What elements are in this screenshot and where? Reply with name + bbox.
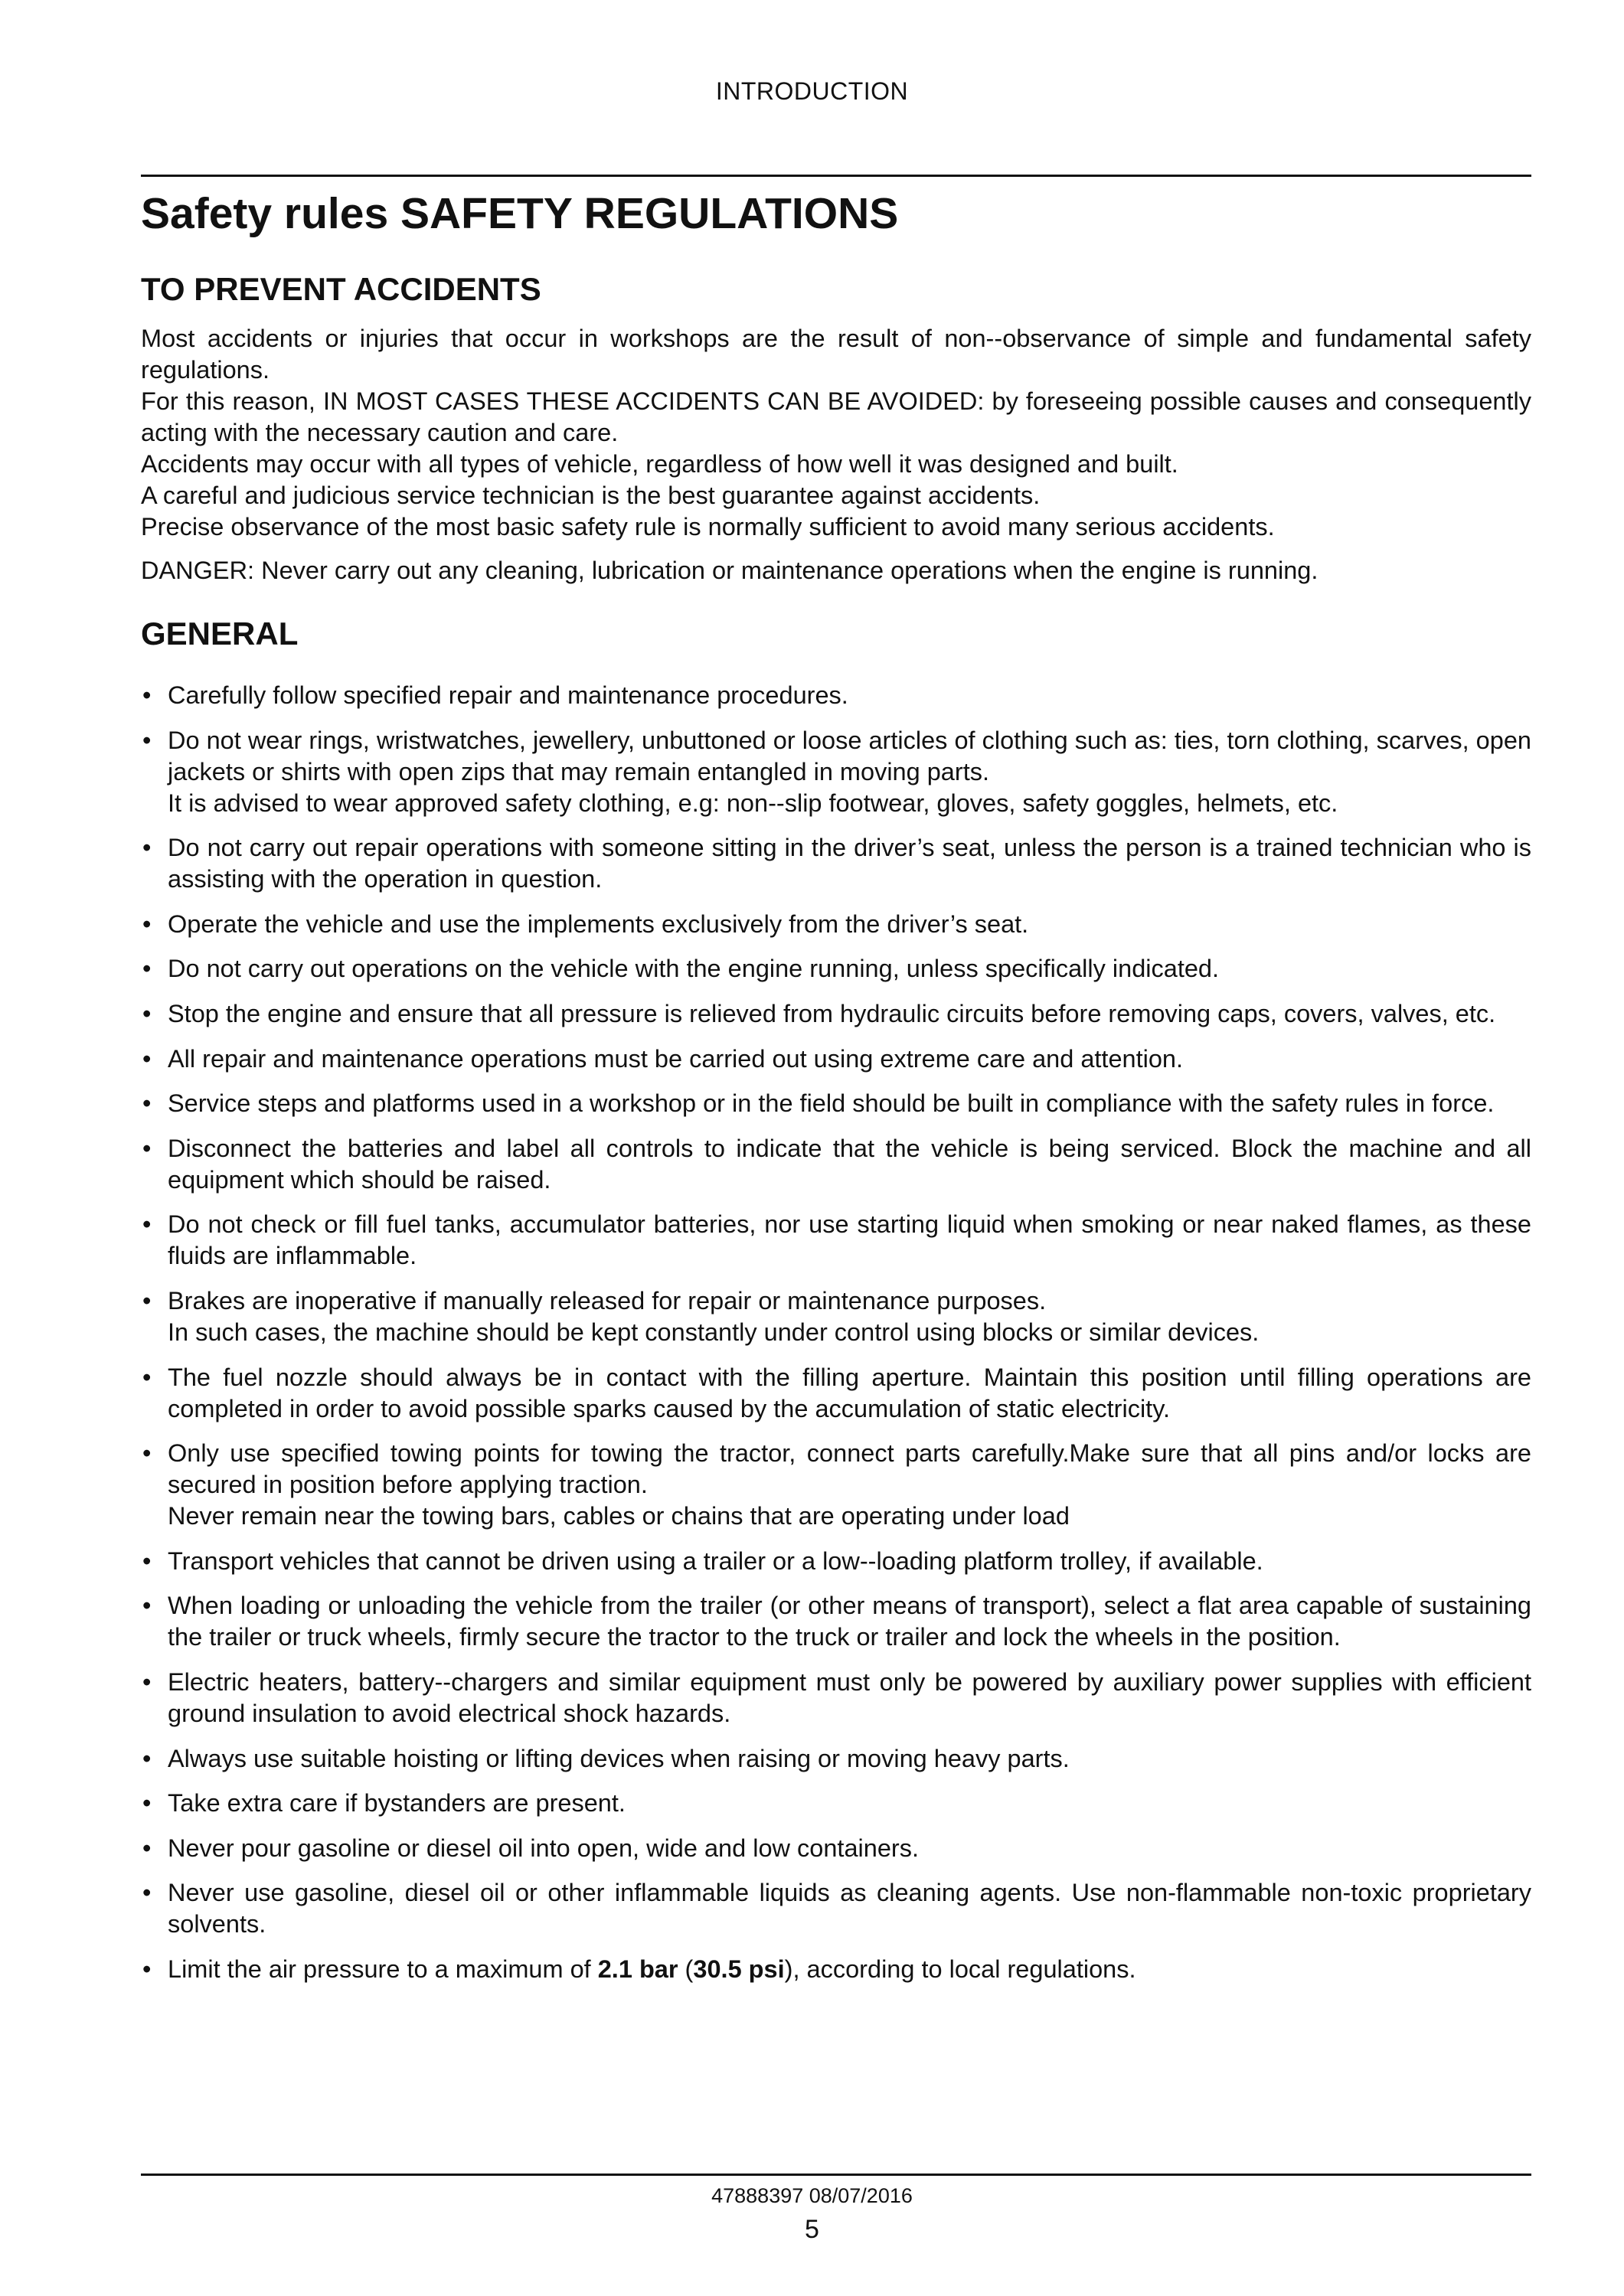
- intro-paragraph: Most accidents or injuries that occur in workshops are the result of non--observance of simple and fundamental safety regulations.: [141, 325, 1531, 384]
- bullet-icon: •: [142, 1546, 152, 1575]
- list-item: [141, 680, 1531, 711]
- section-heading-general: GENERAL: [141, 616, 299, 652]
- intro-paragraph: Precise observance of the most basic safety rule is normally sufficient to avoid many serious accidents.: [141, 513, 1275, 541]
- list-item: [141, 1877, 1531, 1940]
- list-item: [141, 1743, 1531, 1775]
- list-item-text: Never use gasoline, diesel oil or other inflammable liquids as cleaning agents. Use non-flammable non-toxic proprietary solvents.: [168, 1879, 1531, 1938]
- bullet-icon: •: [142, 1439, 152, 1468]
- list-item-text: In such cases, the machine should be kept constantly under control using blocks or similar devices.: [168, 1318, 1260, 1346]
- document-reference: 47888397 08/07/2016: [711, 2184, 913, 2207]
- bullet-icon: •: [142, 910, 152, 938]
- list-item-text: Carefully follow specified repair and maintenance procedures.: [168, 681, 848, 709]
- list-item-text: It is advised to wear approved safety clothing, e.g: non--slip footwear, gloves, safety goggles, helmets, etc.: [168, 789, 1338, 817]
- bullet-icon: •: [142, 1210, 152, 1239]
- general-rules-list: [141, 680, 1531, 1985]
- list-item: [141, 1788, 1531, 1819]
- list-item: [141, 1362, 1531, 1425]
- list-item: [141, 1667, 1531, 1729]
- header-rule: [141, 175, 1531, 177]
- list-item: [141, 832, 1531, 895]
- list-item: [141, 1590, 1531, 1653]
- danger-notice: DANGER: Never carry out any cleaning, lubrication or maintenance operations when the engine is running.: [141, 557, 1318, 584]
- list-item-text: Do not carry out repair operations with someone sitting in the driver’s seat, unless the person is a trained technician who is assisting with the operation in question.: [168, 834, 1531, 893]
- bullet-icon: •: [142, 1789, 152, 1818]
- running-header: INTRODUCTION: [715, 77, 909, 105]
- bullet-icon: •: [142, 1592, 152, 1620]
- list-item: [141, 909, 1531, 940]
- bullet-icon: •: [142, 834, 152, 862]
- list-item: [141, 1043, 1531, 1075]
- bullet-icon: •: [142, 1834, 152, 1862]
- bullet-icon: •: [142, 1134, 152, 1162]
- bullet-icon: •: [142, 1955, 152, 1983]
- pressure-value: 30.5 psi: [693, 1955, 785, 1983]
- list-item-text: Do not carry out operations on the vehicle with the engine running, unless specifically indicated.: [168, 955, 1220, 983]
- list-item-text: When loading or unloading the vehicle from the trailer (or other means of transport), select a flat area capable of sustaining the trailer or truck wheels, firmly secure the tractor to the truck or trailer and lock the wheels in the position.: [168, 1592, 1531, 1651]
- list-item-text: Operate the vehicle and use the implements exclusively from the driver’s seat.: [168, 910, 1029, 938]
- intro-paragraphs: [141, 323, 1531, 543]
- list-item: [141, 1438, 1531, 1532]
- list-item-text: Take extra care if bystanders are present.: [168, 1789, 626, 1818]
- list-item: [141, 998, 1531, 1030]
- list-item-text: Service steps and platforms used in a workshop or in the field should be built in compliance with the safety rules in force.: [168, 1089, 1495, 1118]
- intro-paragraph: A careful and judicious service technician is the best guarantee against accidents.: [141, 482, 1041, 509]
- bullet-icon: •: [142, 1044, 152, 1073]
- page-number: 5: [805, 2215, 819, 2244]
- bullet-icon: •: [142, 1363, 152, 1391]
- list-item: [141, 1133, 1531, 1196]
- list-item-text: All repair and maintenance operations must be carried out using extreme care and attention.: [168, 1044, 1184, 1073]
- list-item-text: Electric heaters, battery--chargers and similar equipment must only be powered by auxiliary power supplies with efficient ground insulation to avoid electrical shock hazards.: [168, 1667, 1531, 1727]
- list-item-text: Always use suitable hoisting or lifting devices when raising or moving heavy parts.: [168, 1744, 1070, 1772]
- bullet-icon: •: [142, 1667, 152, 1696]
- bullet-icon: •: [142, 1744, 152, 1772]
- list-item: [141, 1209, 1531, 1272]
- list-item-text: Limit the air pressure to a maximum of: [168, 1955, 598, 1983]
- footer-rule: [141, 2174, 1531, 2176]
- bullet-icon: •: [142, 955, 152, 983]
- list-item: [141, 1546, 1531, 1577]
- list-item-text: ), according to local regulations.: [784, 1955, 1136, 1983]
- list-item: [141, 1833, 1531, 1864]
- page-content: [141, 182, 1531, 1998]
- list-item-text: Never remain near the towing bars, cables or chains that are operating under load: [168, 1502, 1070, 1530]
- section-heading-prevent-accidents: TO PREVENT ACCIDENTS: [141, 271, 541, 307]
- intro-paragraph: For this reason, IN MOST CASES THESE ACCIDENTS CAN BE AVOIDED: by foreseeing possible causes and consequently acting with the necessary caution and care.: [141, 387, 1531, 446]
- bullet-icon: •: [142, 726, 152, 754]
- list-item-text: Do not wear rings, wristwatches, jewellery, unbuttoned or loose articles of clothing such as: ties, torn clothing, scarves, open jackets or shirts with open zips that may remain entangled in moving parts.: [168, 726, 1531, 785]
- bullet-icon: •: [142, 681, 152, 709]
- list-item-text: Transport vehicles that cannot be driven using a trailer or a low--loading platform trolley, if available.: [168, 1546, 1263, 1575]
- list-item: [141, 953, 1531, 985]
- bullet-icon: •: [142, 1286, 152, 1315]
- bullet-icon: •: [142, 1879, 152, 1907]
- pressure-value: 2.1 bar: [597, 1955, 678, 1983]
- bullet-icon: •: [142, 1089, 152, 1118]
- list-item-text: Never pour gasoline or diesel oil into open, wide and low containers.: [168, 1834, 919, 1862]
- list-item-text: (: [678, 1955, 694, 1983]
- list-item: [141, 1285, 1531, 1348]
- list-item-text: The fuel nozzle should always be in contact with the filling aperture. Maintain this position until filling operations are completed in order to avoid possible sparks caused by the accumulation of static electricity.: [168, 1363, 1531, 1422]
- list-item-text: Disconnect the batteries and label all controls to indicate that the vehicle is being serviced. Block the machine and all equipment which should be raised.: [168, 1134, 1531, 1194]
- list-item-text: Brakes are inoperative if manually released for repair or maintenance purposes.: [168, 1286, 1047, 1315]
- list-item: [141, 725, 1531, 819]
- bullet-icon: •: [142, 999, 152, 1027]
- intro-paragraph: Accidents may occur with all types of vehicle, regardless of how well it was designed and built.: [141, 450, 1178, 478]
- list-item-text: Do not check or fill fuel tanks, accumulator batteries, nor use starting liquid when smoking or near naked flames, as these fluids are inflammable.: [168, 1210, 1531, 1270]
- list-item-text: Only use specified towing points for towing the tractor, connect parts carefully.Make sure that all pins and/or locks are secured in position before applying traction.: [168, 1439, 1531, 1499]
- list-item: [141, 1954, 1531, 1985]
- list-item-text: Stop the engine and ensure that all pressure is relieved from hydraulic circuits before removing caps, covers, valves, etc.: [168, 999, 1496, 1027]
- page-title: Safety rules SAFETY REGULATIONS: [141, 189, 899, 238]
- list-item: [141, 1088, 1531, 1119]
